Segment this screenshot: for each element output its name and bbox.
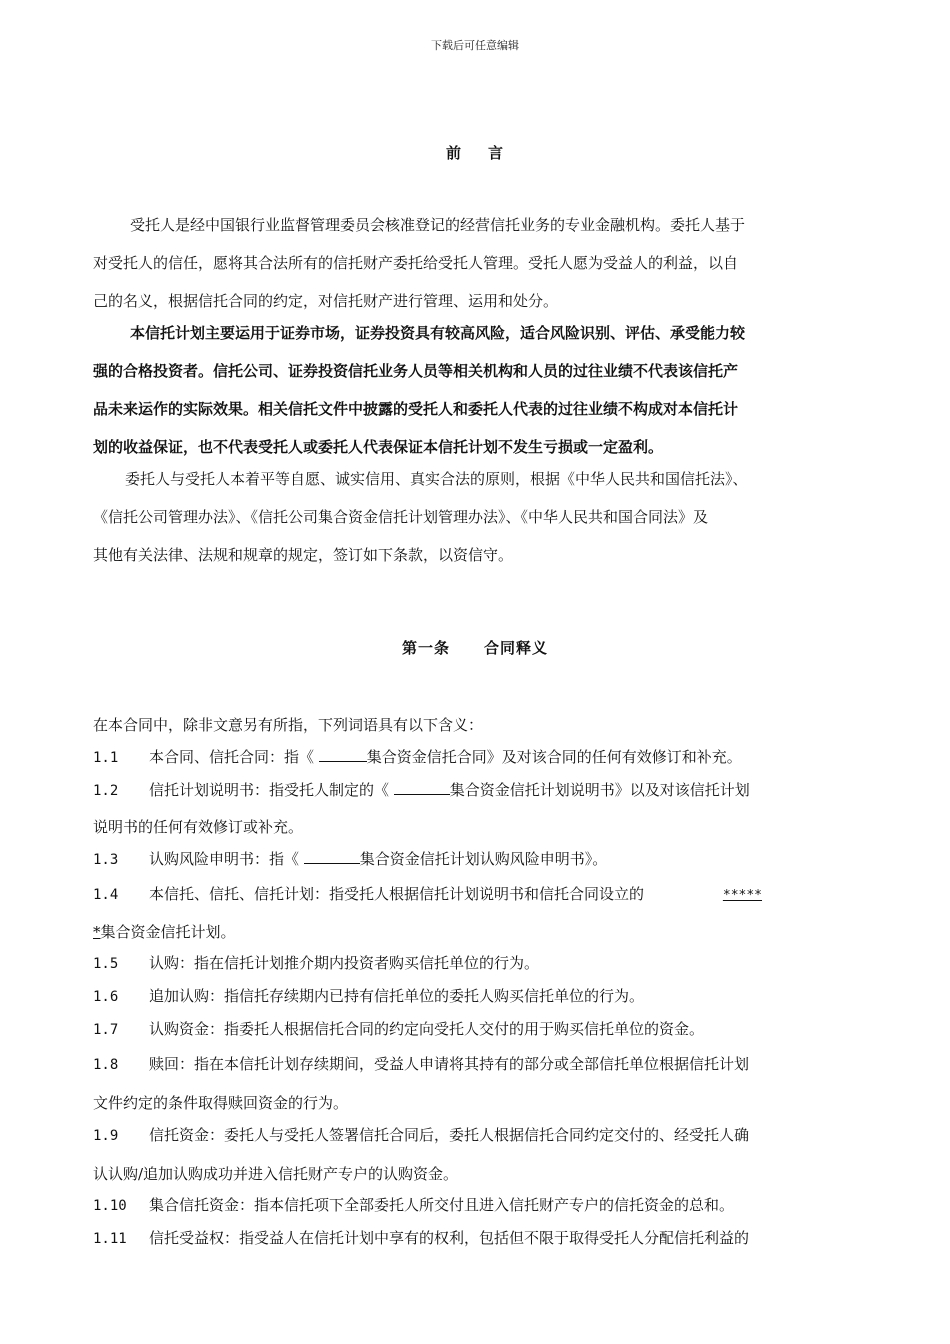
definition-item-1-1 [93, 740, 823, 775]
item-continuation: 文件约定的条件取得赎回资金的行为。 [93, 1094, 349, 1112]
definition-item-1-3 [93, 842, 823, 877]
text-line: 划的收益保证，也不代表受托人或委托人代表保证本信托计划不发生亏损或一定盈利。 [93, 438, 664, 456]
item-number: 1.2 [93, 783, 119, 799]
item-number: 1.8 [93, 1057, 119, 1073]
text-line: 委托人与受托人本着平等自愿、诚实信用、真实合法的原则，根据《中华人民共和国信托法》、 [125, 470, 748, 488]
definition-item-1-6 [93, 979, 823, 1014]
item-text: 集合信托资金：指本信托项下全部委托人所交付且进入信托财产专户的信托资金的总和。 [149, 1196, 735, 1214]
preface-title [0, 142, 950, 163]
definition-item-1-5 [93, 946, 823, 981]
item-text: 集合资金信托合同》及对该合同的任何有效修订和补充。 [366, 748, 742, 766]
definition-item-1-11 [93, 1221, 823, 1256]
item-number: 1.11 [93, 1231, 127, 1247]
definition-item-1-7 [93, 1012, 823, 1047]
item-text: 追加认购：指信托存续期内已持有信托单位的委托人购买信托单位的行为。 [149, 987, 645, 1005]
preface-paragraph-1 [93, 206, 823, 320]
blank-fill-line [319, 743, 367, 762]
article-1-number: 第一条 [401, 639, 450, 657]
text-line: 本信托计划主要运用于证券市场，证券投资具有较高风险，适合风险识别、评估、承受能力较 [130, 324, 746, 342]
definition-item-1-8 [93, 1045, 823, 1122]
text-line: 《信托公司管理办法》、《信托公司集合资金信托计划管理办法》、《中华人民共和国合同法》及 [93, 508, 709, 526]
item-number: 1.4 [93, 887, 119, 903]
item-text: 赎回：指在本信托计划存续期间，受益人申请将其持有的部分或全部信托单位根据信托计划 [149, 1055, 750, 1073]
item-text: 信托计划说明书：指受托人制定的《 [149, 781, 394, 799]
item-number: 1.9 [93, 1128, 119, 1144]
item-continuation: 认认购/追加认购成功并进入信托财产专户的认购资金。 [93, 1165, 459, 1183]
item-text: 集合资金信托计划说明书》以及对该信托计划 [449, 781, 750, 799]
item-number: 1.1 [93, 750, 119, 766]
preface-paragraph-3 [93, 460, 823, 574]
definition-item-1-4 [93, 876, 823, 950]
text-line: 品未来运作的实际效果。相关信托文件中披露的受托人和委托人代表的过往业绩不构成对本信托计 [93, 400, 739, 418]
preface-title-a: 前 [445, 144, 462, 162]
item-number: 1.5 [93, 956, 119, 972]
item-text: 信托受益权：指受益人在信托计划中享有的权利，包括但不限于取得受托人分配信托利益的 [149, 1229, 750, 1247]
item-text: 本信托、信托、信托计划：指受托人根据信托计划说明书和信托合同设立的 [149, 885, 645, 903]
item-text: 集合资金信托计划认购风险申明书》。 [359, 850, 608, 868]
item-number: 1.3 [93, 852, 119, 868]
definition-item-1-10 [93, 1188, 823, 1223]
item-text: 本合同、信托合同：指《 [149, 748, 319, 766]
item-text: 认购：指在信托计划推介期内投资者购买信托单位的行为。 [149, 954, 540, 972]
item-text: 认购资金：指委托人根据信托合同的约定向受托人交付的用于购买信托单位的资金。 [149, 1020, 705, 1038]
item-number: 1.7 [93, 1022, 119, 1038]
text-line: 强的合格投资者。信托公司、证券投资信托业务人员等相关机构和人员的过往业绩不代表该信托产 [93, 362, 739, 380]
page-header: 下载后可任意编辑 [431, 39, 519, 52]
text-line: 己的名义，根据信托合同的约定，对信托财产进行管理、运用和处分。 [93, 292, 559, 310]
definition-item-1-9 [93, 1116, 823, 1193]
blank-fill-stars: ***** [722, 888, 763, 903]
preface-title-b: 言 [488, 144, 505, 162]
text-line: 受托人是经中国银行业监督管理委员会核准登记的经营信托业务的专业金融机构。委托人基于 [130, 216, 746, 234]
definition-item-1-2 [93, 772, 823, 845]
item-text: 信托资金：委托人与受托人签署信托合同后，委托人根据信托合同约定交付的、经受托人确 [149, 1126, 750, 1144]
article-1-heading: 合同释义 [484, 639, 549, 657]
item-number: 1.10 [93, 1198, 127, 1214]
article-1-title [0, 637, 950, 658]
blank-fill-line [304, 845, 360, 864]
text-line: 其他有关法律、法规和规章的规定，签订如下条款，以资信守。 [93, 546, 514, 564]
item-number: 1.6 [93, 989, 119, 1005]
blank-fill-star: * [93, 923, 101, 941]
preface-risk-paragraph [93, 314, 823, 466]
article-1-intro [93, 708, 823, 742]
item-continuation: 说明书的任何有效修订或补充。 [93, 818, 304, 836]
intro-text: 在本合同中，除非文意另有所指，下列词语具有以下含义： [93, 716, 484, 734]
text-line: 对受托人的信任，愿将其合法所有的信托财产委托给受托人管理。受托人愿为受益人的利益，以自 [93, 254, 739, 272]
item-text: 认购风险申明书：指《 [149, 850, 304, 868]
item-continuation: 集合资金信托计划。 [100, 923, 236, 941]
blank-fill-line [394, 776, 450, 795]
